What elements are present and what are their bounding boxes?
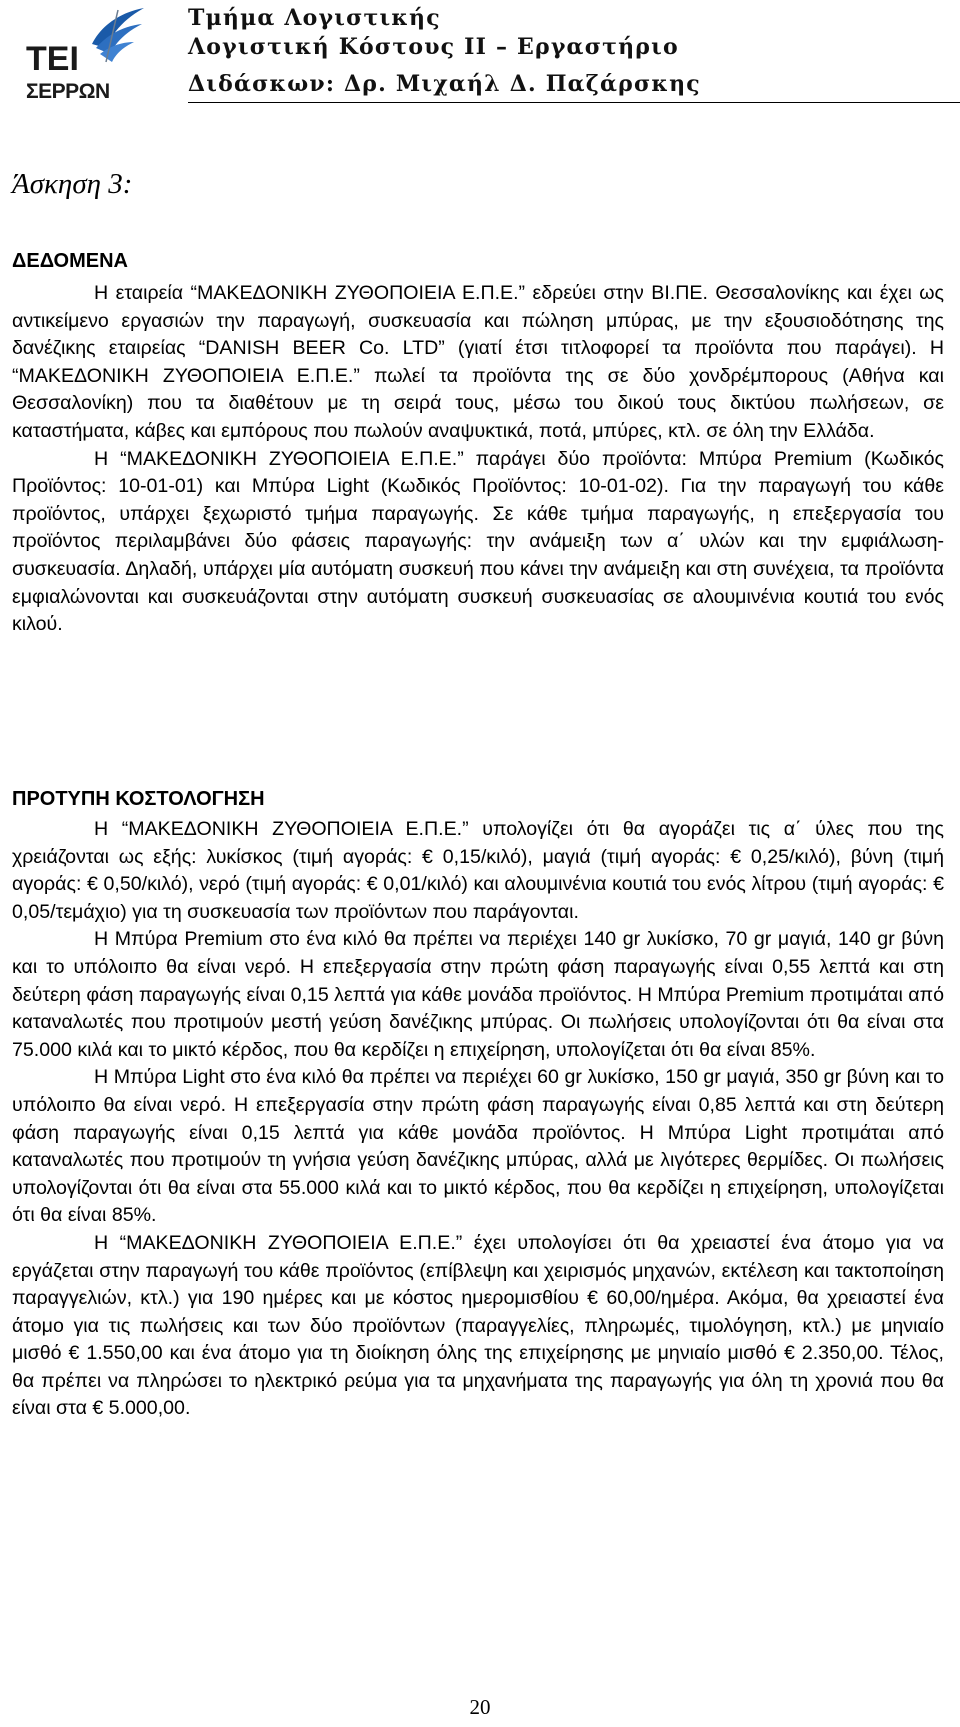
paragraph: Η “ΜΑΚΕΔΟΝΙΚΗ ΖΥΘΟΠΟΙΕΙΑ Ε.Π.Ε.” έχει υπολογίσει ότι θα χρειαστεί ένα άτομο για να εργάζεται στην παραγωγή του κάθε προϊόντος (επίβλεψη και χειρισμός μηχανών, εκτέλεση και τακτοποίηση παραγγελιών, κτλ.) για 190 ημέρες και με κόστος ημερομισθίου € 60,00/ημέρα. Ακόμα, θα χρειαστεί ένα άτομο για τις πωλήσεις και των δύο προϊόντων (παραγγελίες, πληρωμές, τιμολόγηση, κτλ.) με μηνιαίο μισθό € 1.550,00 και ένα άτομο για τη διοίκηση όλης της επιχείρησης με μηνιαίο μισθό € 2.350,00. Τέλος, θα πρέπει να πληρώσει το ηλεκτρικό ρεύμα για τα μηχανήματα της παραγωγής για όλη τη χρονιά που θα είναι στα € 5.000,00. — [12, 1231, 944, 1420]
header-title-block — [188, 4, 701, 99]
department-name: Τμήμα Λογιστικής — [188, 5, 441, 31]
section-heading-data: ΔΕΔΟΜΕΝΑ — [12, 250, 128, 272]
section-costing-body — [12, 816, 944, 1423]
paragraph: Η εταιρεία “ΜΑΚΕΔΟΝΙΚΗ ΖΥΘΟΠΟΙΕΙΑ Ε.Π.Ε.” εδρεύει στην ΒΙ.ΠΕ. Θεσσαλονίκης και έχει ως αντικείμενο εργασιών την παραγωγή, συσκευασία και πώληση μπύρας, με την εξουσιοδότησης της δανέζικης εταιρείας “DANISH BEER Co. LTD” (γιατί έτσι τιτλοφορεί τα προϊόντα που παράγει). Η “ΜΑΚΕΔΟΝΙΚΗ ΖΥΘΟΠΟΙΕΙΑ Ε.Π.Ε.” πωλεί τα προϊόντα της σε δύο χονδρέμπορους (Αθήνα και Θεσσαλονίκη) που τα διαθέτουν με τη σειρά τους, μέσω του δικού τους δικτύου πωλήσεων, σε καταστήματα, κάβες και εμπόρους που πωλούν αναψυκτικά, ποτά, μπύρες, κτλ. σε όλη την Ελλάδα. — [12, 282, 944, 442]
paragraph: Η Μπύρα Premium στο ένα κιλό θα πρέπει να περιέχει 140 gr λυκίσκο, 70 gr μαγιά, 140 gr βύνη και το υπόλοιπο θα είναι νερό. Η επεξεργασία στην πρώτη φάση παραγωγής είναι 0,55 λεπτά και στη δεύτερη φάση παραγωγής είναι 0,15 λεπτά για κάθε μονάδα προϊόντος. Η Μπύρα Premium προτιμάται από καταναλωτές που προτιμούν μεστή γεύση δανέζικης μπύρας. Οι πωλήσεις υπολογίζονται ότι θα είναι στα 75.000 κιλά και το μικτό κέρδος, που θα κερδίζει η επιχείρηση, υπολογίζεται ότι θα είναι 85%. — [12, 928, 944, 1061]
section-data-body — [12, 280, 944, 639]
instructor-name: Διδάσκων: Δρ. Μιχαήλ Δ. Παζάρσκης — [188, 71, 701, 97]
header-divider — [188, 102, 960, 103]
page-number: 20 — [469, 1695, 491, 1719]
page-header — [0, 0, 960, 106]
paragraph: Η “ΜΑΚΕΔΟΝΙΚΗ ΖΥΘΟΠΟΙΕΙΑ Ε.Π.Ε.” υπολογίζει ότι θα αγοράζει τις α΄ ύλες που της χρειάζονται ως εξής: λυκίσκος (τιμή αγοράς: € 0,15/κιλό), μαγιά (τιμή αγοράς: € 0,25/κιλό), βύνη (τιμή αγοράς: € 0,50/κιλό), νερό (τιμή αγοράς: € 0,01/κιλό) και αλουμινένια κουτιά του ενός λίτρου (τιμή αγοράς: € 0,05/τεμάχιο) για τη συσκευασία των προϊόντων που παράγονται. — [12, 818, 944, 923]
exercise-title: Άσκηση 3: — [12, 168, 133, 200]
course-name: Λογιστική Κόστους ΙΙ – Εργαστήριο — [188, 34, 679, 60]
paragraph: Η “ΜΑΚΕΔΟΝΙΚΗ ΖΥΘΟΠΟΙΕΙΑ Ε.Π.Ε.” παράγει δύο προϊόντα: Μπύρα Premium (Κωδικός Προϊόντος: 10-01-01) και Μπύρα Light (Κωδικός Προϊόντος: 10-01-02). Για την παραγωγή του κάθε προϊόντος, υπάρχει ξεχωριστό τμήμα παραγωγής. Σε κάθε τμήμα παραγωγής, η επεξεργασία του προϊόντος περιλαμβάνει δύο φάσεις παραγωγής: την ανάμειξη των α΄ υλών και την εμφιάλωση-συσκευασία. Δηλαδή, υπάρχει μία αυτόματη συσκευή που κάνει την ανάμειξη και στη συνέχεια, τα προϊόντα εμφιαλώνονται και συσκευάζονται στην αυτόματη συσκευή συσκευασίας σε αλουμινένια κουτιά του ενός κιλού. — [12, 447, 944, 636]
paragraph: Η Μπύρα Light στο ένα κιλό θα πρέπει να περιέχει 60 gr λυκίσκο, 150 gr μαγιά, 350 gr βύνη και το υπόλοιπο θα είναι νερό. Η επεξεργασία στην πρώτη φάση παραγωγής είναι 0,85 λεπτά και στη δεύτερη φάση παραγωγής είναι 0,15 λεπτά για κάθε μονάδα προϊόντος. Η Μπύρα Light προτιμάται από καταναλωτές που προτιμούν τη γνήσια γεύση δανέζικης μπύρας, αλλά με λιγότερες θερμίδες. Οι πωλήσεις υπολογίζονται ότι θα είναι στα 55.000 κιλά και το μικτό κέρδος, που θα κερδίζει η επιχείρηση, υπολογίζεται ότι θα είναι 85%. — [12, 1066, 944, 1227]
section-heading-standard-costing: ΠΡΟΤΥΠΗ ΚΟΣΤΟΛΟΓΗΣΗ — [12, 788, 265, 810]
svg-text:ΣΕΡΡΩΝ: ΣΕΡΡΩΝ — [26, 80, 110, 102]
svg-text:ΤΕΙ: ΤΕΙ — [26, 40, 79, 78]
tei-serron-logo — [22, 4, 150, 102]
